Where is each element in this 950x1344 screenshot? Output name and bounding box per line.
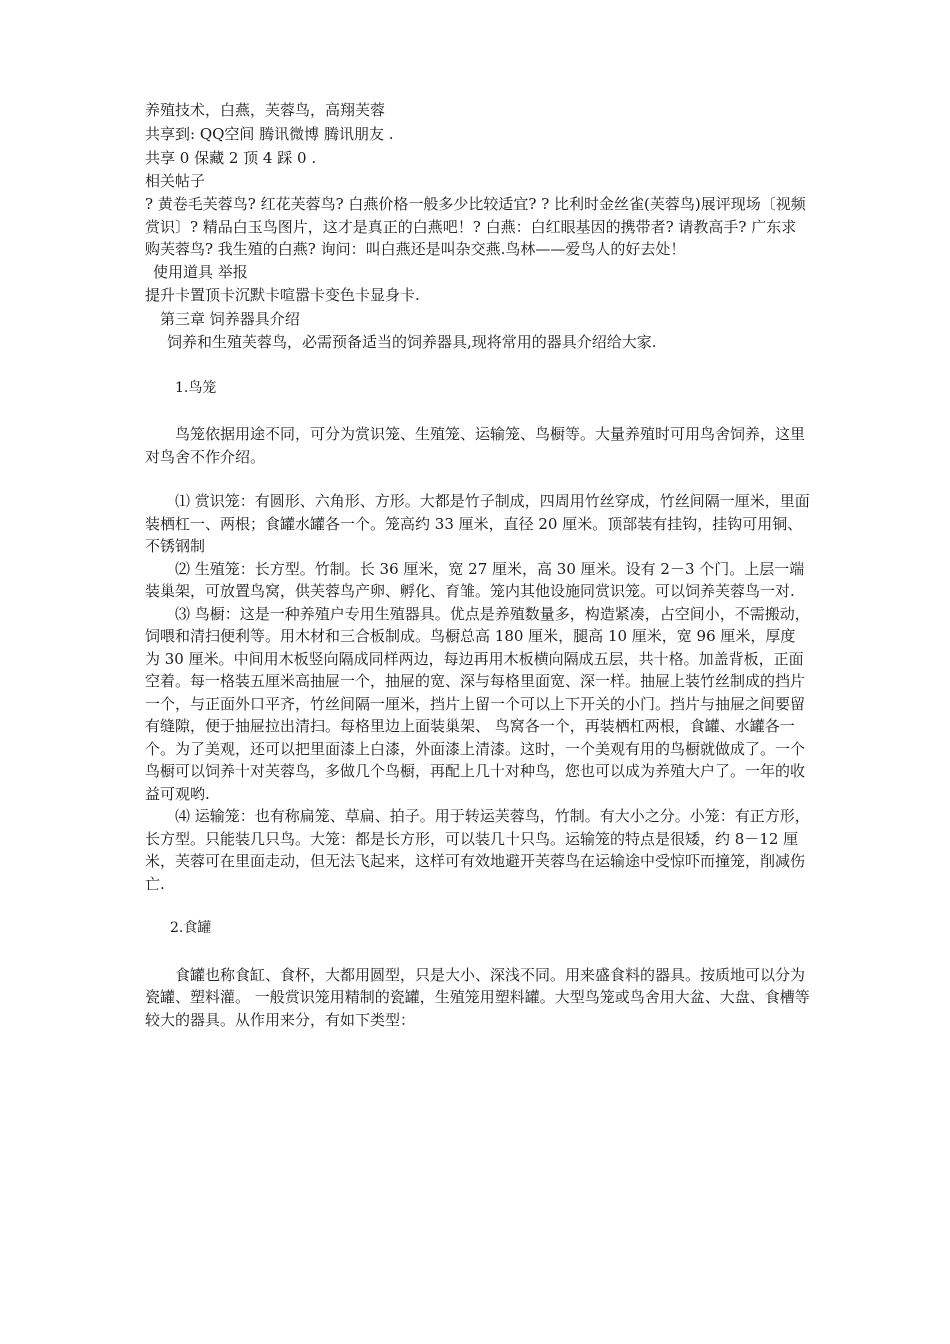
tags-line: 养殖技术，白燕，芙蓉鸟，高翔芙蓉 (145, 101, 386, 119)
related-posts[interactable]: ? 黄卷毛芙蓉鸟? 红花芙蓉鸟? 白燕价格一般多少比较适宜? ? 比利时金丝雀(芙蓉鸟)展评现场〔视频赏识〕? 精品白玉鸟图片，这才是真正的白燕吧！? 白燕：白红眼基因的携带者? 请教高手? 广东求购芙蓉鸟? 我生殖的白燕? 询问：叫白燕还是叫杂交燕.鸟林——爱鸟人的好去处！ (145, 195, 806, 258)
chapter-intro: 饲养和生殖芙蓉鸟，必需预备适当的饲养器具,现将常用的器具介绍给大家. (167, 333, 657, 351)
document-page (145, 98, 810, 1031)
item-transport-cage: ⑷ 运输笼：也有称扁笼、草扁、拍子。用于转运芙蓉鸟，竹制。有大小之分。小笼：有正方形，长方型。只能装几只鸟。大笼：都是长方形，可以装几十只鸟。运输笼的特点是很矮，约 8－12 厘米，芙蓉可在里面走动，但无法飞起来，这样可有效地避开芙蓉鸟在运输途中受惊吓而撞笼，削减伤亡. (145, 807, 810, 893)
item-bird-cabinet: ⑶ 鸟橱：这是一种养殖户专用生殖器具。优点是养殖数量多，构造紧凑，占空间小，不需搬动，饲喂和清扫便利等。用木材和三合板制成。鸟橱总高 180 厘米，腿高 10 厘米，宽 96 厘米，厚度为 30 厘米。中间用木板竖向隔成同样两边，每边再用木板横向隔成五层，共十格。加盖背板，正面空着。每一格装五厘米高抽屉一个，抽屉的宽、深与每格里面宽、深一样。抽屉上装竹丝制成的挡片一个，与正面外口平齐，竹丝间隔一厘米，挡片上留一个可以上下开关的小门。挡片与抽屉之间要留有缝隙，便于抽屉拉出清扫。每格里边上面装巢架、 鸟窝各一个，再装栖杠两根，食罐、水罐各一个。为了美观，还可以把里面漆上白漆，外面漆上清漆。这时，一个美观有用的鸟橱就做成了。一个鸟橱可以饲养十对芙蓉鸟，多做几个鸟橱，再配上几十对种鸟，您也可以成为养殖大户了。一年的收益可观哟. (145, 604, 810, 803)
cards-line[interactable]: 提升卡置顶卡沉默卡喧嚣卡变色卡显身卡. (145, 286, 420, 304)
item-breeding-cage: ⑵ 生殖笼：长方型。竹制。长 36 厘米，宽 27 厘米，高 30 厘米。设有 2－3 个门。上层一端装巢架，可放置鸟窝，供芙蓉鸟产卵、孵化、育雏。笼内其他设施同赏识笼。可以饲养芙蓉鸟一对. (145, 559, 805, 600)
share-line[interactable]: 共享到: QQ空间 腾讯微博 腾讯朋友 . (145, 124, 394, 143)
item-viewing-cage: ⑴ 赏识笼：有圆形、六角形、方形。大都是竹子制成，四周用竹丝穿成，竹丝间隔一厘米，里面装栖杠一、两根；食罐水罐各一个。笼高约 33 厘米，直径 20 厘米。顶部装有挂钩，挂钩可用铜、不锈钢制 (145, 492, 810, 555)
section-intro-cage: 鸟笼依据用途不同，可分为赏识笼、生殖笼、运输笼、鸟橱等。大量养殖时可用鸟舍饲养，这里对鸟舍不作介绍。 (145, 425, 806, 466)
section-title-cage: 1.鸟笼 (175, 379, 217, 396)
section-text-food-jar: 食罐也称食缸、食杯，大都用圆型，只是大小、深浅不同。用来盛食料的器具。按质地可以分为瓷罐、塑料灌。 一般赏识笼用精制的瓷罐，生殖笼用塑料罐。大型鸟笼或鸟舍用大盆、大盘、食槽等较大的器具。从作用来分，有如下类型： (145, 965, 810, 1029)
tools-line[interactable]: 使用道具 举报 (153, 262, 248, 281)
section-title-food-jar: 2.食罐 (170, 920, 212, 936)
stats-line: 共享 0 保藏 2 顶 4 踩 0 . (145, 149, 317, 167)
related-title: 相关帖子 (145, 171, 206, 190)
chapter-title: 第三章 饲养器具介绍 (160, 309, 300, 328)
